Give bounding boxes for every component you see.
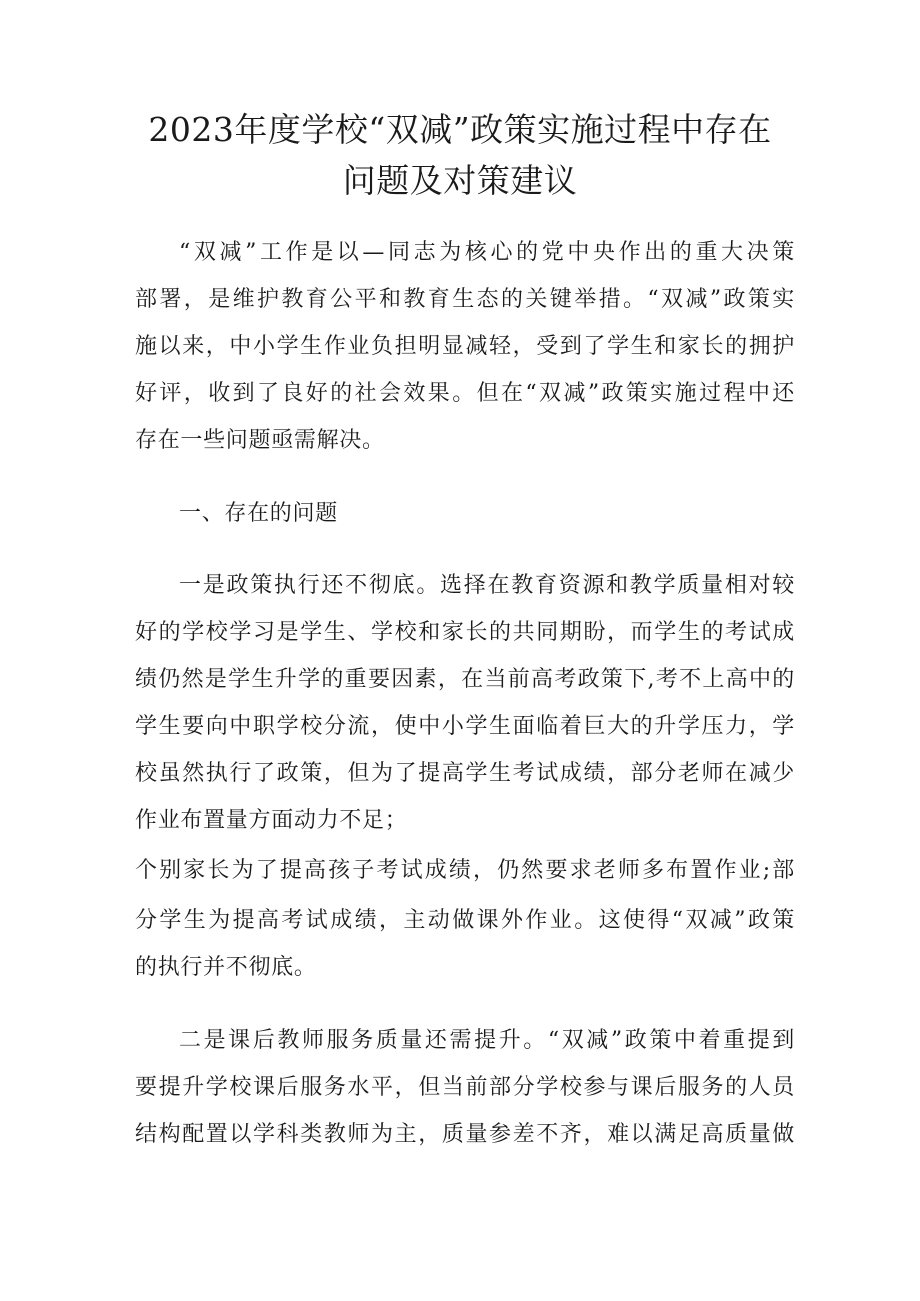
intro-paragraph-line: 好评，收到了良好的社会效果。但在“双减”政策实施过程中还 (135, 381, 795, 406)
problem-one-line: 分学生为提高考试成绩，主动做课外作业。这使得“双减”政策 (135, 908, 795, 933)
problem-one-line: 学生要向中职学校分流，使中小学生面临着巨大的升学压力，学 (135, 714, 795, 739)
document-title-line-2: 问题及对策建议 (342, 161, 578, 200)
problem-one-line: 个别家长为了提高孩子考试成绩，仍然要求老师多布置作业;部 (135, 858, 795, 883)
section-heading: 一、存在的问题 (179, 501, 338, 526)
problem-two-line: 二是课后教师服务质量还需提升。“双减”政策中着重提到 (179, 1028, 795, 1053)
problem-one-line: 的执行并不彻底。 (135, 955, 317, 980)
intro-paragraph-line: “双减”工作是以—同志为核心的党中央作出的重大决策 (179, 240, 795, 265)
problem-one-line: 绩仍然是学生升学的重要因素，在当前高考政策下,考不上高中的 (135, 667, 795, 692)
intro-paragraph-line: 存在一些问题亟需解决。 (135, 428, 385, 453)
problem-one-line: 校虽然执行了政策，但为了提高学生考试成绩，部分老师在减少 (135, 761, 795, 786)
problem-one-line: 好的学校学习是学生、学校和家长的共同期盼，而学生的考试成 (135, 620, 795, 645)
document-title-line-1: 2023年度学校“双减”政策实施过程中存在 (148, 110, 772, 149)
problem-two-line: 结构配置以学科类教师为主，质量参差不齐，难以满足高质量做 (135, 1122, 795, 1147)
intro-paragraph-line: 部署，是维护教育公平和教育生态的关键举措。“双减”政策实 (135, 287, 795, 312)
intro-paragraph-line: 施以来，中小学生作业负担明显减轻，受到了学生和家长的拥护 (135, 334, 795, 359)
problem-two-line: 要提升学校课后服务水平，但当前部分学校参与课后服务的人员 (135, 1075, 795, 1100)
problem-one-line: 作业布置量方面动力不足； (135, 808, 408, 833)
problem-one-line: 一是政策执行还不彻底。选择在教育资源和教学质量相对较 (179, 573, 795, 598)
